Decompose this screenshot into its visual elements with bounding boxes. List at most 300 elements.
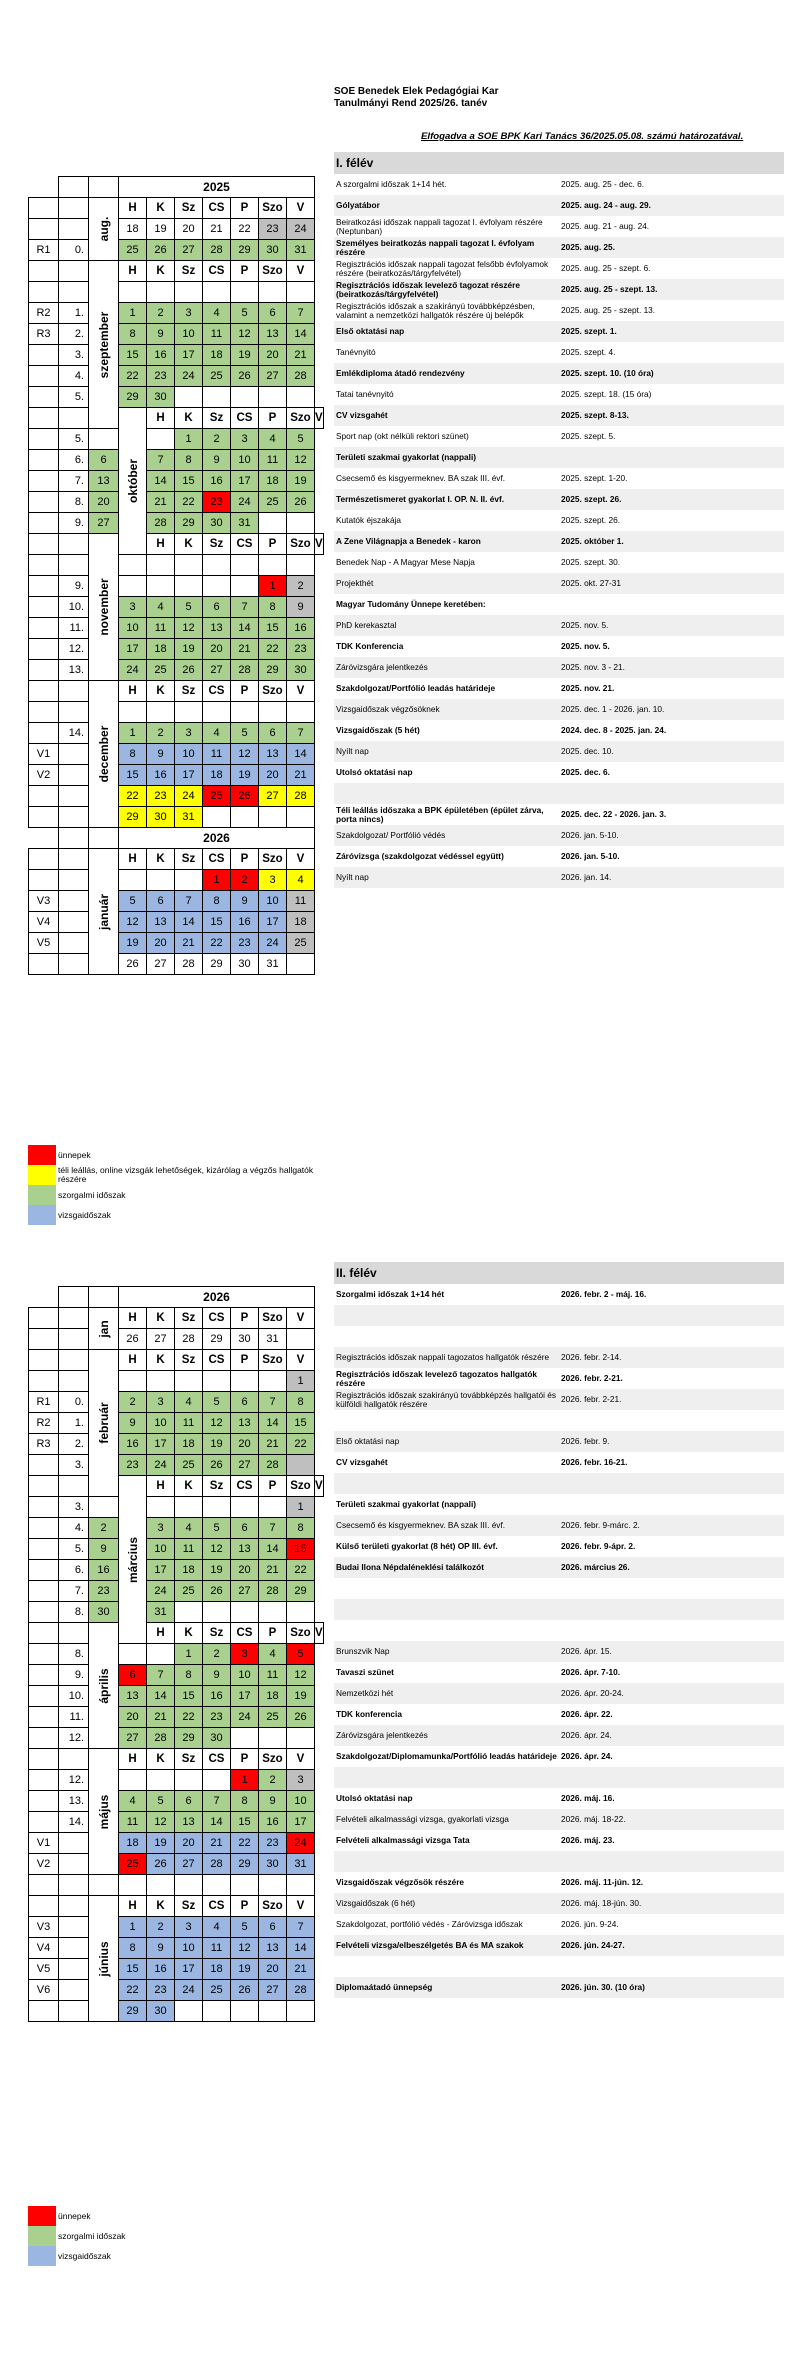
event-label: Vizsgaidőszak végzősöknek bbox=[334, 699, 559, 720]
day-cell: 30 bbox=[259, 240, 287, 261]
event-label: Regisztrációs időszak nappali tagozatos hallgatók részére bbox=[334, 1347, 559, 1368]
day-cell bbox=[147, 1497, 175, 1518]
event-label: PhD kerekasztal bbox=[334, 615, 559, 636]
day-cell: 2 bbox=[259, 1770, 287, 1791]
legend-second-semester bbox=[28, 2206, 338, 2266]
day-cell: 19 bbox=[175, 639, 203, 660]
events-second-semester bbox=[334, 1262, 784, 1998]
event-row bbox=[334, 1368, 784, 1389]
period-code bbox=[29, 1686, 59, 1707]
event-row bbox=[334, 1746, 784, 1767]
period-code bbox=[29, 492, 59, 513]
event-label: Regisztrációs időszak a szakirányú továbbképzésben, valamint a nemzetközi hallgatók részére új belépők bbox=[336, 300, 535, 320]
document-title: Tanulmányi Rend 2025/26. tanév bbox=[334, 98, 488, 109]
day-cell bbox=[231, 282, 259, 303]
day-cell: 19 bbox=[287, 471, 315, 492]
semester-title: II. félév bbox=[334, 1262, 784, 1284]
event-date: 2026. máj. 23. bbox=[561, 1835, 615, 1845]
week-row bbox=[29, 912, 324, 933]
event-date: 2026. ápr. 24. bbox=[559, 1725, 784, 1746]
year-label: 2025 bbox=[119, 177, 315, 198]
event-label: Diplomaátadó ünnepség bbox=[334, 1977, 559, 1998]
empty-cell bbox=[29, 408, 59, 429]
week-number: 5. bbox=[59, 1539, 89, 1560]
period-code bbox=[29, 660, 59, 681]
event-label: Gólyatábor bbox=[334, 195, 559, 216]
event-row bbox=[334, 279, 784, 300]
event-row bbox=[334, 1830, 784, 1851]
day-cell bbox=[259, 282, 287, 303]
event-label: Téli leállás időszaka a BPK épületében (épület zárva, porta nincs) bbox=[336, 804, 544, 824]
day-cell bbox=[259, 1497, 287, 1518]
month-label bbox=[89, 198, 119, 261]
day-cell bbox=[287, 702, 315, 723]
week-number bbox=[59, 891, 89, 912]
event-date: 2025. aug. 24 - aug. 29. bbox=[559, 195, 784, 216]
event-row bbox=[334, 783, 784, 804]
day-cell: 4 bbox=[259, 1644, 287, 1665]
event-row bbox=[334, 1515, 784, 1536]
day-header: K bbox=[147, 849, 175, 870]
day-cell bbox=[259, 702, 287, 723]
period-code bbox=[29, 1812, 59, 1833]
day-cell: 5 bbox=[231, 723, 259, 744]
event-date: 2025. nov. 5. bbox=[559, 615, 784, 636]
day-cell bbox=[287, 555, 315, 576]
day-cell: 3 bbox=[147, 1392, 175, 1413]
event-row bbox=[334, 1473, 784, 1494]
event-label: Nyílt nap bbox=[334, 741, 559, 762]
day-cell bbox=[259, 1602, 287, 1623]
day-cell bbox=[287, 387, 315, 408]
period-code: V1 bbox=[29, 744, 59, 765]
day-header: P bbox=[259, 1623, 287, 1644]
day-cell: 16 bbox=[287, 618, 315, 639]
event-date: 2025. dec. 6. bbox=[561, 767, 610, 777]
week-row bbox=[29, 576, 324, 597]
day-cell: 16 bbox=[89, 1560, 119, 1581]
day-cell: 26 bbox=[231, 366, 259, 387]
day-cell: 2 bbox=[89, 1518, 119, 1539]
week-number: 6. bbox=[59, 1560, 89, 1581]
day-header: H bbox=[147, 408, 175, 429]
event-date: 2026. jún. 30. (10 óra) bbox=[559, 1977, 784, 1998]
empty-cell bbox=[59, 198, 89, 219]
week-number bbox=[59, 933, 89, 954]
event-label: Felvételi alkalmassági vizsga, gyakorlati vizsga bbox=[334, 1809, 559, 1830]
day-header: V bbox=[287, 849, 315, 870]
day-cell: 18 bbox=[203, 1959, 231, 1980]
empty-cell bbox=[59, 1896, 89, 1917]
week-row bbox=[29, 1686, 324, 1707]
week-row bbox=[29, 723, 324, 744]
event-label: Projekthét bbox=[334, 573, 559, 594]
day-cell: 4 bbox=[175, 1392, 203, 1413]
day-cell: 29 bbox=[231, 1854, 259, 1875]
day-cell: 11 bbox=[175, 1413, 203, 1434]
month-name: január bbox=[96, 893, 111, 930]
day-cell bbox=[203, 1770, 231, 1791]
day-cell: 5 bbox=[287, 429, 315, 450]
event-row bbox=[334, 804, 784, 825]
empty-cell bbox=[59, 1350, 89, 1371]
week-row bbox=[29, 1539, 324, 1560]
week-number: 8. bbox=[59, 1602, 89, 1623]
day-cell: 25 bbox=[175, 1581, 203, 1602]
day-header: Sz bbox=[175, 681, 203, 702]
month-name: aug. bbox=[96, 216, 111, 242]
week-row bbox=[29, 1770, 324, 1791]
day-cell: 8 bbox=[287, 1392, 315, 1413]
week-number bbox=[59, 786, 89, 807]
day-cell: 9 bbox=[147, 1938, 175, 1959]
week-row bbox=[29, 1665, 324, 1686]
day-cell: 1 bbox=[119, 1917, 147, 1938]
event-date: 2025. szept. 10. (10 óra) bbox=[559, 363, 784, 384]
day-cell: 21 bbox=[259, 1560, 287, 1581]
week-number: 5. bbox=[59, 429, 89, 450]
week-row bbox=[29, 954, 324, 975]
day-cell: 17 bbox=[147, 1560, 175, 1581]
event-date: 2026. febr. 9. bbox=[559, 1431, 784, 1452]
day-cell: 20 bbox=[89, 492, 119, 513]
event-label: Utolsó oktatási nap bbox=[336, 767, 413, 777]
week-number: 4. bbox=[59, 366, 89, 387]
day-cell: 3 bbox=[175, 1917, 203, 1938]
day-header: Szo bbox=[259, 261, 287, 282]
day-header: K bbox=[147, 198, 175, 219]
period-code: V5 bbox=[29, 933, 59, 954]
week-number bbox=[59, 702, 89, 723]
week-number: 12. bbox=[59, 1728, 89, 1749]
day-cell: 31 bbox=[287, 240, 315, 261]
day-cell: 10 bbox=[147, 1539, 175, 1560]
week-number bbox=[59, 954, 89, 975]
event-date: 2025. aug. 21 - aug. 24. bbox=[561, 221, 650, 231]
day-cell bbox=[147, 429, 175, 450]
day-cell: 30 bbox=[147, 387, 175, 408]
day-cell: 4 bbox=[119, 1791, 147, 1812]
day-cell: 23 bbox=[203, 1707, 231, 1728]
day-cell: 13 bbox=[259, 1938, 287, 1959]
event-row bbox=[334, 300, 784, 321]
period-code bbox=[29, 1770, 59, 1791]
day-cell: 14 bbox=[287, 324, 315, 345]
day-cell: 3 bbox=[287, 1770, 315, 1791]
event-date: 2025. szept. 4. bbox=[561, 347, 616, 357]
day-header: CS bbox=[203, 1308, 231, 1329]
day-cell: 14 bbox=[231, 618, 259, 639]
day-cell: 3 bbox=[175, 303, 203, 324]
day-cell: 25 bbox=[119, 1854, 147, 1875]
week-number bbox=[59, 1980, 89, 2001]
event-row bbox=[334, 1494, 784, 1515]
day-cell bbox=[147, 1770, 175, 1791]
week-row bbox=[29, 1854, 324, 1875]
event-row bbox=[334, 447, 784, 468]
event-row bbox=[334, 1536, 784, 1557]
day-cell: 23 bbox=[287, 639, 315, 660]
event-date bbox=[559, 1473, 784, 1494]
event-label: Személyes beiratkozás nappali tagozat I. évfolyam részére bbox=[334, 237, 559, 258]
month-name: május bbox=[96, 1794, 111, 1829]
day-header: CS bbox=[203, 1350, 231, 1371]
day-cell: 5 bbox=[147, 1791, 175, 1812]
day-cell bbox=[231, 807, 259, 828]
event-label: Regisztrációs időszak levelező tagozatos hallgatók részére bbox=[336, 1368, 538, 1388]
day-cell: 24 bbox=[287, 219, 315, 240]
week-row bbox=[29, 1917, 324, 1938]
day-cell bbox=[259, 513, 287, 534]
year-row bbox=[29, 828, 324, 849]
event-date: 2025. nov. 21. bbox=[561, 683, 615, 693]
day-header: K bbox=[147, 1350, 175, 1371]
day-header: P bbox=[259, 1476, 287, 1497]
day-cell bbox=[203, 576, 231, 597]
event-row bbox=[334, 1704, 784, 1725]
day-cell: 5 bbox=[231, 1917, 259, 1938]
day-cell bbox=[119, 555, 147, 576]
day-cell bbox=[231, 1371, 259, 1392]
day-cell: 9 bbox=[203, 450, 231, 471]
event-row bbox=[334, 1809, 784, 1830]
week-row bbox=[29, 387, 324, 408]
day-cell bbox=[175, 870, 203, 891]
day-header: P bbox=[231, 198, 259, 219]
day-cell bbox=[287, 1728, 315, 1749]
week-row bbox=[29, 702, 324, 723]
week-row bbox=[29, 870, 324, 891]
event-label bbox=[334, 1578, 559, 1599]
period-code bbox=[29, 1539, 59, 1560]
legend-item bbox=[28, 2246, 338, 2266]
day-cell: 20 bbox=[259, 765, 287, 786]
day-cell: 29 bbox=[259, 660, 287, 681]
day-header: CS bbox=[231, 534, 259, 555]
day-cell: 4 bbox=[203, 1917, 231, 1938]
week-row bbox=[29, 1518, 324, 1539]
week-row bbox=[29, 471, 324, 492]
week-number bbox=[59, 870, 89, 891]
day-cell: 29 bbox=[119, 2001, 147, 2022]
week-number: 9. bbox=[59, 513, 89, 534]
day-cell: 3 bbox=[259, 870, 287, 891]
empty-cell bbox=[29, 261, 59, 282]
event-row bbox=[334, 342, 784, 363]
day-cell: 21 bbox=[203, 219, 231, 240]
period-code bbox=[29, 1581, 59, 1602]
day-cell bbox=[175, 282, 203, 303]
approval-note: Elfogadva a SOE BPK Kari Tanács 36/2025.05.08. számú határozatával. bbox=[421, 131, 744, 142]
event-date: 2025. szept. 8-13. bbox=[559, 405, 784, 426]
event-label: Benedek Nap - A Magyar Mese Napja bbox=[336, 557, 475, 567]
month-label bbox=[119, 1476, 147, 1644]
period-code bbox=[29, 219, 59, 240]
event-row bbox=[334, 468, 784, 489]
month-name: április bbox=[96, 1667, 111, 1704]
event-row bbox=[334, 1851, 784, 1872]
day-header: H bbox=[119, 1350, 147, 1371]
event-row bbox=[334, 216, 784, 237]
day-cell: 24 bbox=[147, 1455, 175, 1476]
day-cell: 22 bbox=[119, 786, 147, 807]
day-header: K bbox=[175, 408, 203, 429]
day-cell: 26 bbox=[203, 1581, 231, 1602]
week-row bbox=[29, 1791, 324, 1812]
event-row bbox=[334, 195, 784, 216]
legend-swatch bbox=[28, 1145, 56, 1165]
day-cell: 11 bbox=[147, 618, 175, 639]
day-cell: 10 bbox=[231, 1665, 259, 1686]
week-row bbox=[29, 555, 324, 576]
event-row bbox=[334, 384, 784, 405]
day-cell: 11 bbox=[203, 1938, 231, 1959]
week-number: 1. bbox=[59, 1413, 89, 1434]
day-header: CS bbox=[231, 408, 259, 429]
event-row bbox=[334, 1305, 784, 1326]
event-label: Természetismeret gyakorlat I. OP. N. II. évf. bbox=[334, 489, 559, 510]
period-code bbox=[29, 576, 59, 597]
day-cell: 5 bbox=[119, 891, 147, 912]
day-header: V bbox=[287, 1350, 315, 1371]
day-header: H bbox=[119, 1308, 147, 1329]
spacer bbox=[29, 828, 59, 849]
week-number: 8. bbox=[59, 492, 89, 513]
period-code bbox=[29, 513, 59, 534]
week-number: 11. bbox=[59, 618, 89, 639]
event-date: 2025. szept. 30. bbox=[561, 557, 621, 567]
day-cell bbox=[287, 954, 315, 975]
day-cell: 5 bbox=[175, 597, 203, 618]
day-cell: 25 bbox=[175, 1455, 203, 1476]
day-cell: 3 bbox=[231, 1644, 259, 1665]
event-date: 2025. szept. 5. bbox=[561, 431, 616, 441]
empty-cell bbox=[29, 198, 59, 219]
day-cell: 29 bbox=[203, 954, 231, 975]
day-header: H bbox=[119, 849, 147, 870]
day-cell: 25 bbox=[259, 492, 287, 513]
week-row bbox=[29, 324, 324, 345]
week-number: 13. bbox=[59, 660, 89, 681]
day-cell: 24 bbox=[231, 1707, 259, 1728]
day-cell: 15 bbox=[175, 1686, 203, 1707]
week-row bbox=[29, 1875, 324, 1896]
day-cell: 19 bbox=[119, 933, 147, 954]
week-number: 5. bbox=[59, 387, 89, 408]
week-number bbox=[59, 2001, 89, 2022]
day-cell: 14 bbox=[147, 471, 175, 492]
day-header: CS bbox=[203, 1896, 231, 1917]
day-cell: 29 bbox=[119, 387, 147, 408]
period-code bbox=[29, 1602, 59, 1623]
event-row bbox=[334, 867, 784, 888]
event-row bbox=[334, 258, 784, 279]
week-number bbox=[59, 219, 89, 240]
day-cell: 8 bbox=[119, 1938, 147, 1959]
day-cell: 21 bbox=[147, 492, 175, 513]
event-label bbox=[334, 1410, 559, 1431]
day-header: P bbox=[231, 1896, 259, 1917]
legend-swatch bbox=[28, 1185, 56, 1205]
day-header: Sz bbox=[175, 261, 203, 282]
day-cell: 23 bbox=[147, 366, 175, 387]
event-row bbox=[334, 1725, 784, 1746]
day-cell bbox=[147, 1875, 175, 1896]
day-cell: 22 bbox=[287, 1434, 315, 1455]
day-header: Sz bbox=[175, 849, 203, 870]
day-header: P bbox=[259, 534, 287, 555]
event-label: Csecsemő és kisgyermeknev. BA szak III. évf. bbox=[334, 1515, 559, 1536]
day-cell: 5 bbox=[203, 1392, 231, 1413]
week-row bbox=[29, 492, 324, 513]
empty-cell bbox=[59, 408, 89, 429]
event-date: 2025. szept. 1-20. bbox=[561, 473, 628, 483]
day-header: P bbox=[231, 1749, 259, 1770]
day-cell: 23 bbox=[259, 1833, 287, 1854]
day-cell: 14 bbox=[259, 1539, 287, 1560]
event-label: Kutatók éjszakája bbox=[336, 515, 402, 525]
event-row bbox=[334, 1893, 784, 1914]
day-cell: 18 bbox=[119, 219, 147, 240]
event-label: A szorgalmi időszak 1+14 hét. bbox=[336, 179, 447, 189]
day-cell: 28 bbox=[259, 1581, 287, 1602]
event-label: CV vizsgahét bbox=[334, 405, 559, 426]
event-row bbox=[334, 1347, 784, 1368]
event-label bbox=[334, 1851, 559, 1872]
day-cell: 9 bbox=[231, 891, 259, 912]
period-code: V2 bbox=[29, 765, 59, 786]
day-cell: 23 bbox=[89, 1581, 119, 1602]
legend-swatch bbox=[28, 1165, 56, 1185]
day-cell: 16 bbox=[231, 912, 259, 933]
day-header: P bbox=[231, 261, 259, 282]
day-cell: 28 bbox=[203, 1854, 231, 1875]
event-row bbox=[334, 552, 784, 573]
event-label: Záróvizsga (szakdolgozat védéssel együtt) bbox=[336, 851, 504, 861]
week-number bbox=[59, 1917, 89, 1938]
event-date: 2025. dec. 22 - 2026. jan. 3. bbox=[561, 809, 667, 819]
semester-title: I. félév bbox=[334, 152, 784, 174]
day-cell: 1 bbox=[119, 303, 147, 324]
day-cell: 26 bbox=[119, 954, 147, 975]
day-cell: 18 bbox=[287, 912, 315, 933]
day-cell: 6 bbox=[89, 450, 119, 471]
event-date: 2025. október 1. bbox=[559, 531, 784, 552]
day-cell: 25 bbox=[203, 1980, 231, 2001]
day-header: V bbox=[287, 1308, 315, 1329]
day-cell bbox=[231, 576, 259, 597]
period-code bbox=[29, 1518, 59, 1539]
event-date bbox=[559, 783, 784, 804]
day-cell: 15 bbox=[119, 765, 147, 786]
day-cell: 31 bbox=[147, 1602, 175, 1623]
spacer bbox=[89, 177, 119, 198]
week-row bbox=[29, 366, 324, 387]
day-cell: 3 bbox=[119, 597, 147, 618]
day-cell: 25 bbox=[203, 786, 231, 807]
event-label: Külső területi gyakorlat (8 hét) OP III. évf. bbox=[336, 1541, 498, 1551]
event-label: Első oktatási nap bbox=[334, 1431, 559, 1452]
day-cell: 15 bbox=[119, 345, 147, 366]
event-label bbox=[334, 1305, 559, 1326]
empty-cell bbox=[29, 681, 59, 702]
period-code bbox=[29, 1371, 59, 1392]
week-number: 9. bbox=[59, 1665, 89, 1686]
day-cell: 26 bbox=[231, 1980, 259, 2001]
day-cell: 22 bbox=[203, 933, 231, 954]
week-number: 8. bbox=[59, 1644, 89, 1665]
week-number bbox=[59, 1875, 89, 1896]
